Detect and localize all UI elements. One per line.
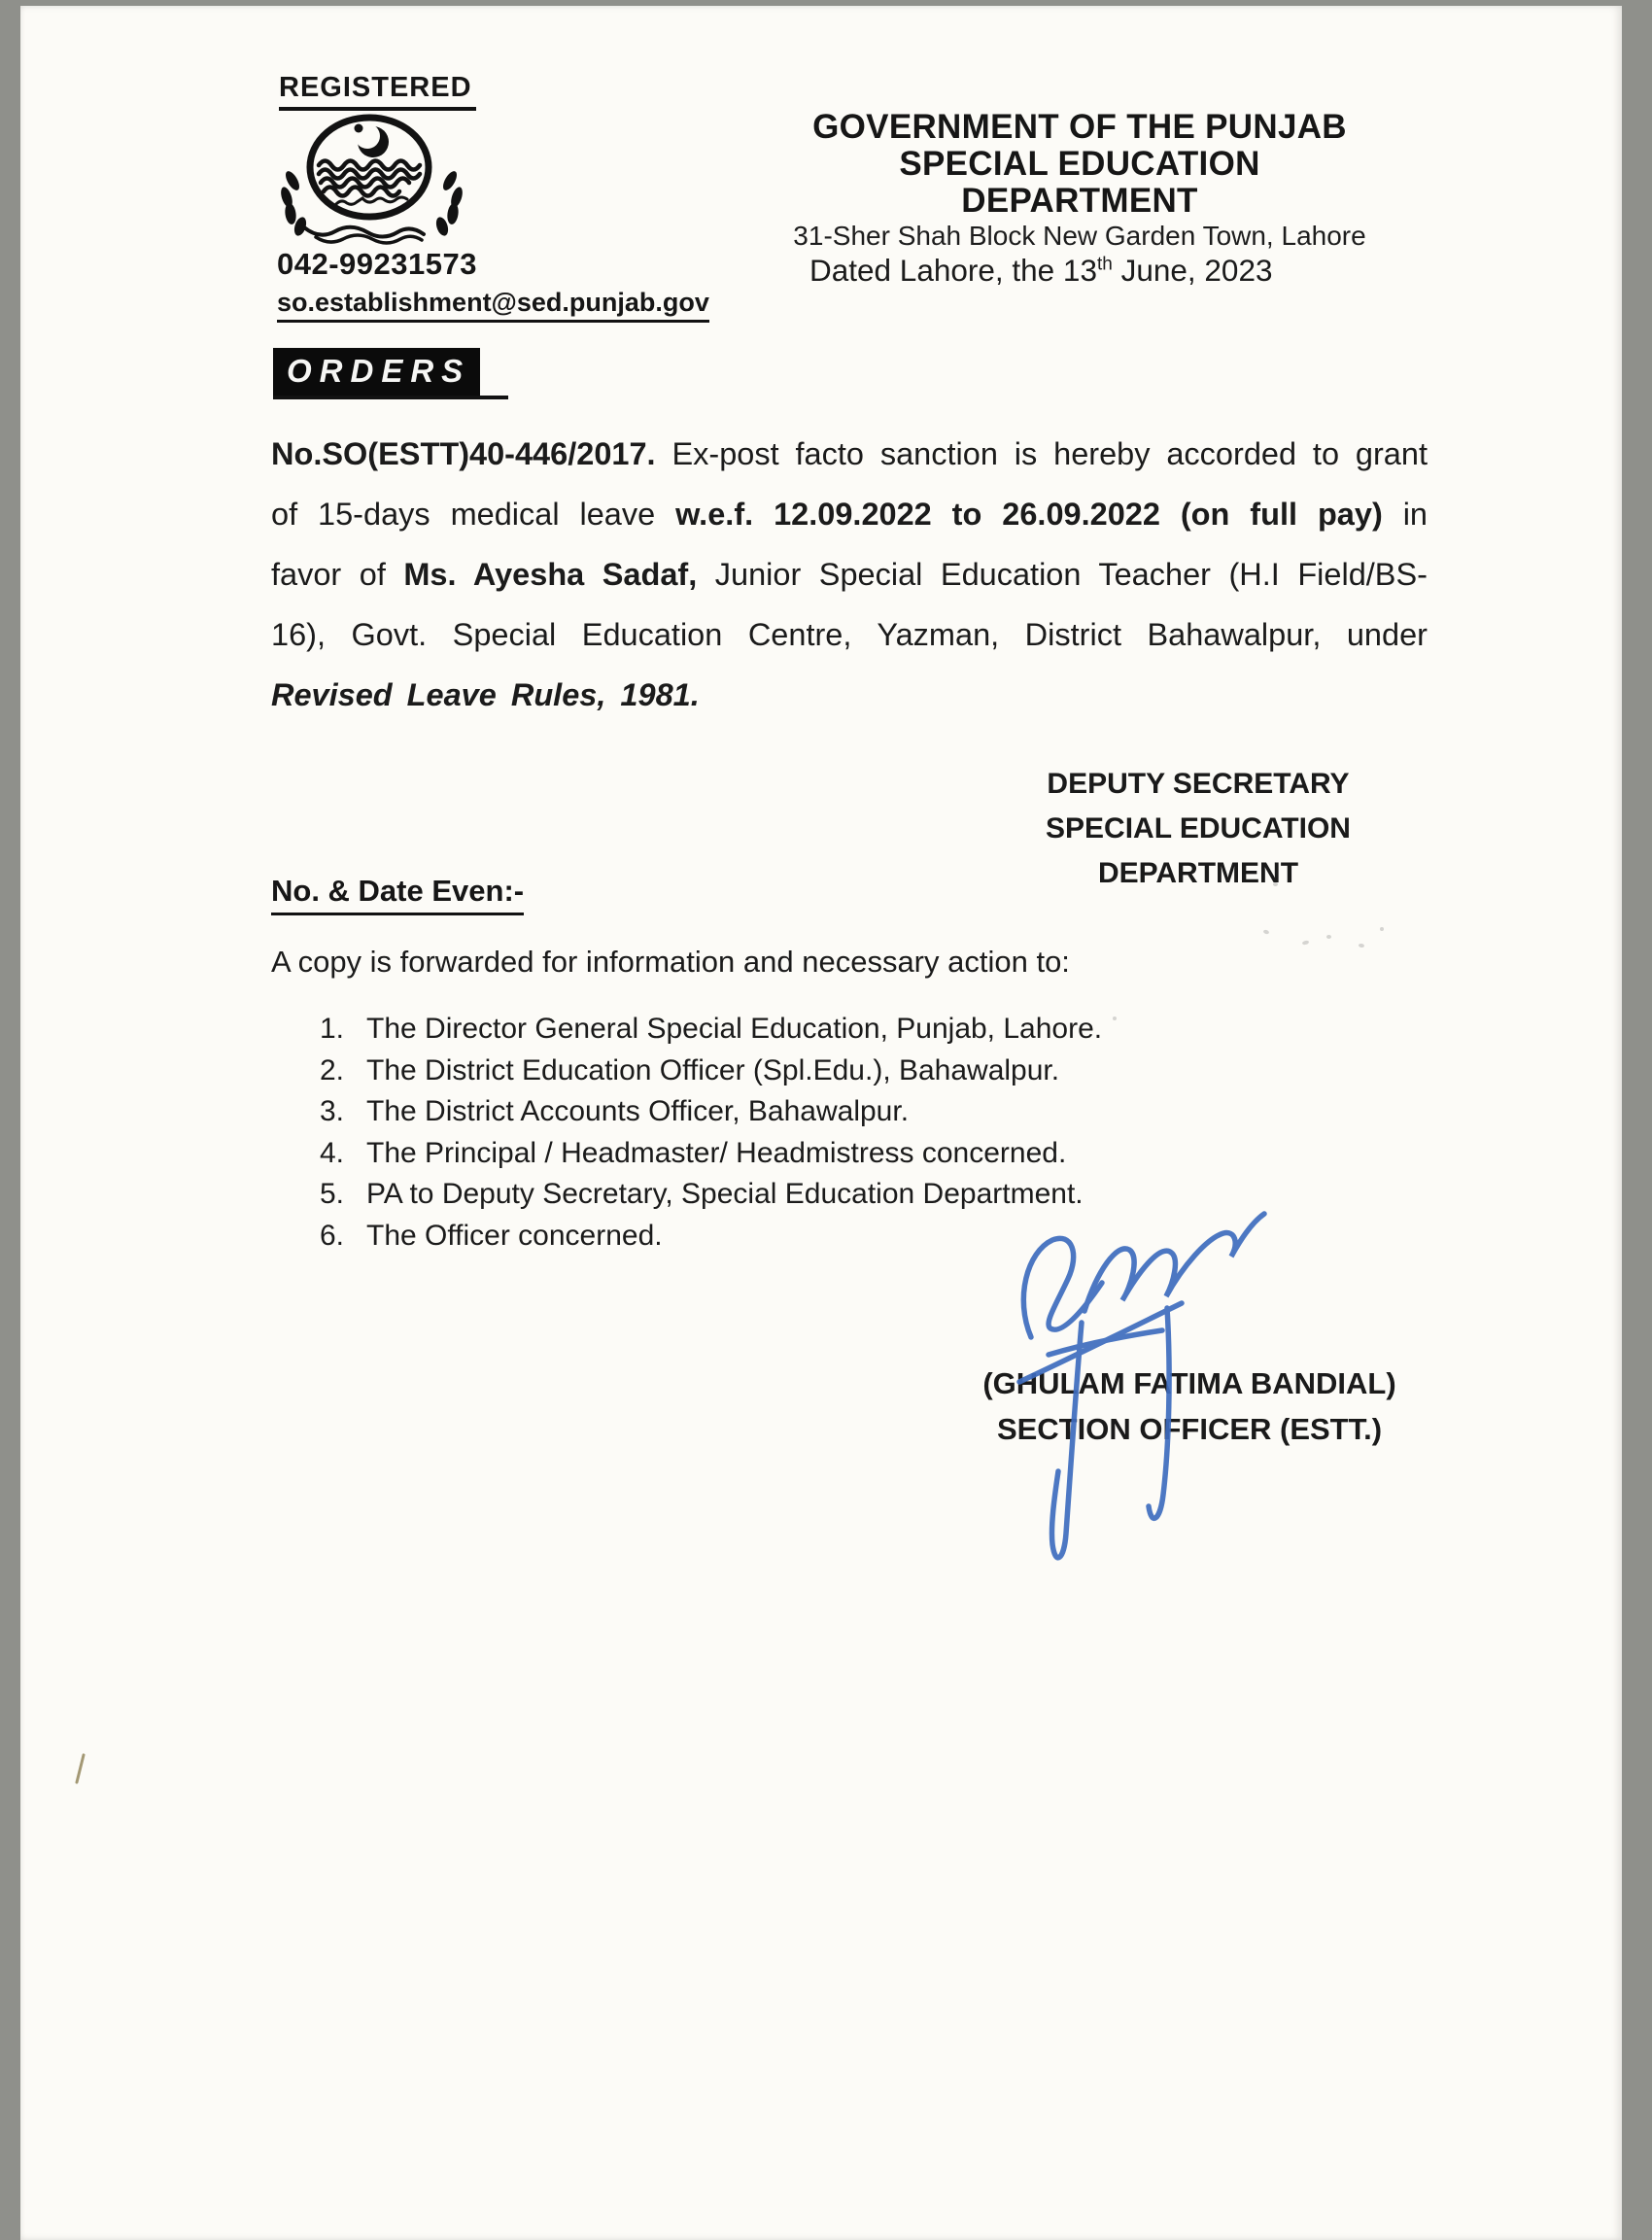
stray-pen-mark [75, 1753, 86, 1784]
orders-underline-rule [273, 396, 508, 399]
distribution-item-text: The District Accounts Officer, Bahawalpur. [366, 1095, 910, 1127]
email-address: so.establishment@sed.punjab.gov [277, 288, 709, 323]
distribution-item-text: PA to Deputy Secretary, Special Education Department. [366, 1178, 1084, 1210]
deputy-secretary-line1: DEPUTY SECRETARY [1047, 768, 1350, 800]
order-body-paragraph [271, 424, 1428, 725]
registered-label: REGISTERED [279, 72, 476, 111]
distribution-item [320, 1009, 1291, 1051]
deputy-secretary-line3: DEPARTMENT [1097, 857, 1299, 889]
orders-heading: ORDERS [273, 348, 480, 396]
deputy-secretary-signblock [994, 762, 1402, 896]
order-text-segment-1: Ex-post facto sanction is hereby accorded to grant of 15-days medical leave [271, 436, 1428, 532]
order-reference-number: No.SO(ESTT)40-446/2017. [271, 436, 656, 471]
phone-number: 042-99231573 [277, 247, 477, 281]
distribution-item-number: 2. [320, 1053, 345, 1086]
number-and-date-label: No. & Date Even:- [271, 874, 524, 915]
letterhead [788, 109, 1371, 253]
date-line [809, 253, 1272, 289]
distribution-item-text: The Director General Special Education, Punjab, Lahore. [366, 1013, 1103, 1045]
distribution-item-number: 5. [320, 1178, 345, 1210]
distribution-item [320, 1091, 1291, 1133]
deputy-secretary-line2: SPECIAL EDUCATION [1046, 812, 1351, 844]
letter-page [20, 6, 1622, 2240]
letterhead-address: 31-Sher Shah Block New Garden Town, Lahore [793, 221, 1366, 251]
date-suffix: June, 2023 [1112, 253, 1273, 288]
distribution-item-text: The District Education Officer (Spl.Edu.), Bahawalpur. [366, 1053, 1060, 1086]
date-prefix: Dated Lahore, the 13 [809, 253, 1097, 288]
distribution-item [320, 1133, 1291, 1175]
section-officer-title: SECTION OFFICER (ESTT.) [996, 1412, 1383, 1446]
date-ordinal-superscript: th [1096, 254, 1113, 275]
order-teacher-name: Ms. Ayesha Sadaf, [403, 557, 698, 592]
distribution-item-text: The Officer concerned. [366, 1219, 663, 1252]
distribution-item [320, 1051, 1291, 1092]
distribution-item-number: 1. [320, 1013, 345, 1045]
section-officer-name: (GHULAM FATIMA BANDIAL) [982, 1366, 1396, 1400]
distribution-item-number: 4. [320, 1136, 345, 1169]
distribution-item [320, 1174, 1291, 1216]
punjab-government-crest-icon [275, 107, 479, 259]
order-leave-rules-reference: Revised Leave Rules, 1981. [271, 677, 700, 712]
distribution-item [320, 1216, 1291, 1258]
distribution-list [320, 1009, 1291, 1257]
order-text-segment-3: Junior Special Education Teacher (H.I Field/BS-16), Govt. Special Education Centre, Yazman, District Bahawalpur, under [271, 557, 1428, 652]
distribution-item-number: 3. [320, 1095, 345, 1127]
letterhead-title: GOVERNMENT OF THE PUNJAB [812, 108, 1347, 146]
section-officer-signblock [971, 1361, 1408, 1452]
distribution-item-number: 6. [320, 1219, 345, 1252]
order-text-segment-2: in favor of [271, 497, 1428, 592]
letterhead-subtitle: SPECIAL EDUCATION DEPARTMENT [899, 145, 1260, 220]
forwarding-line: A copy is forwarded for information and necessary action to: [271, 945, 1070, 979]
order-leave-dates: w.e.f. 12.09.2022 to 26.09.2022 (on full pay) [675, 497, 1383, 532]
distribution-item-text: The Principal / Headmaster/ Headmistress concerned. [366, 1136, 1067, 1169]
